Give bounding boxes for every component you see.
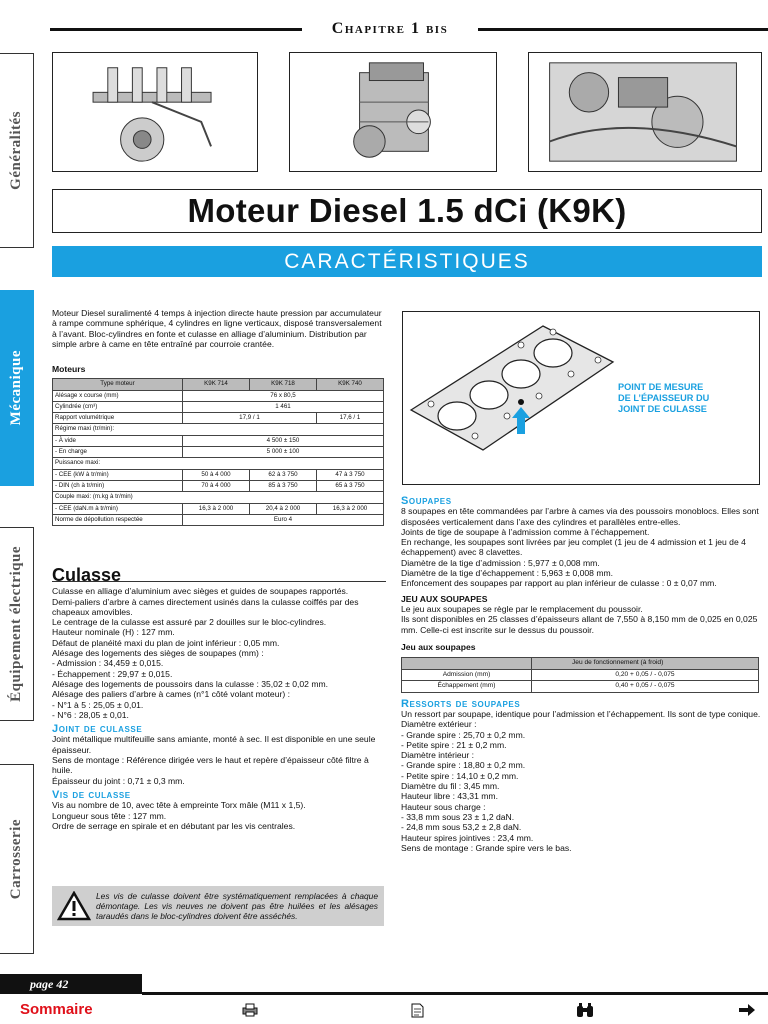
vis-line: Longueur sous tête : 127 mm. — [52, 810, 167, 821]
soupapes-line: Diamètre de la tige d’admission : 5,977 ± 0,008 mm. — [401, 557, 600, 568]
culasse-heading: Culasse — [52, 570, 386, 582]
jeu-heading: JEU AUX SOUPAPES — [401, 593, 488, 604]
culasse-line: Alésage des paliers d’arbre à cames (n°1 côté volant moteur) : — [52, 689, 290, 700]
table-row: Échappement (mm) 0,40 + 0,05 / - 0,075 — [402, 681, 759, 693]
injection-rail-photo — [52, 52, 258, 172]
tab-mecanique[interactable]: Mécanique — [0, 290, 34, 486]
ressorts-line: - Petite spire : 14,10 ± 0,2 mm. — [401, 770, 519, 781]
soupapes-heading: Soupapes — [401, 495, 452, 507]
document-icon[interactable] — [408, 1002, 426, 1018]
jeu-table-title: Jeu aux soupapes — [401, 641, 476, 652]
vis-line: Ordre de serrage en spirale et en débutant par les vis centrales. — [52, 820, 296, 831]
chapter-title: Chapitre 1 bis — [331, 20, 449, 37]
table-row: - En charge 5 000 ± 100 — [53, 447, 384, 458]
header-rule-left — [50, 28, 302, 31]
culasse-line: - Admission : 34,459 ± 0,015. — [52, 658, 164, 669]
header-rule-right — [478, 28, 768, 31]
ressorts-line: - Petite spire : 21 ± 0,2 mm. — [401, 739, 507, 750]
measure-point-label: POINT DE MESURE DE L’ÉPAISSEUR DU JOINT DE CULASSE — [618, 382, 710, 414]
table-row: Admission (mm) 0,20 + 0,05 / - 0,075 — [402, 669, 759, 681]
culasse-line: Alésage des logements de poussoirs dans la culasse : 35,02 ± 0,02 mm. — [52, 678, 329, 689]
table-row: Alésage x course (mm) 76 x 80,5 — [53, 390, 384, 401]
table-row: - À vide 4 500 ± 150 — [53, 435, 384, 446]
table-row: Puissance maxi: — [53, 458, 384, 469]
culasse-line: Hauteur nominale (H) : 127 mm. — [52, 627, 175, 638]
intro-text: Moteur Diesel suralimenté 4 temps à injection directe haute pression par accumulateur à rampe commune sphérique, 4 cylindres en ligne verticaux, disposé transversalement à l’avant. Bloc-cylindres en fonte et culasse en alliage d’aluminium. Distribution par simple arbre à came en tête entraîné par courroie crantée. — [52, 308, 382, 349]
table-row: Type moteur K9K 714 K9K 718 K9K 740 — [53, 379, 384, 390]
table-row: Rapport volumétrique 17,9 / 1 17,6 / 1 — [53, 413, 384, 424]
warning-text: Les vis de culasse doivent être systématiquement remplacées à chaque démontage. Les vis neuves ne doivent pas être huilées et les alésages taraudés dans le bloc-cylindres doivent être asséchés. — [96, 891, 378, 921]
culasse-section — [52, 565, 386, 831]
section-band: CARACTÉRISTIQUES — [52, 246, 762, 277]
jeu-line: Ils sont disponibles en 25 classes d’épaisseurs allant de 7,550 à 8,150 mm de 0,025 en 0,025 mm. Celle-ci est inscrite sur le dessus du poussoir. — [401, 614, 758, 635]
moteurs-heading: Moteurs — [52, 364, 86, 374]
sommaire-link[interactable]: Sommaire — [20, 1001, 93, 1018]
ressorts-heading: Ressorts de soupapes — [401, 697, 521, 710]
jeu-table — [401, 657, 759, 693]
ressorts-line: - 24,8 mm sous 53,2 ± 2,8 daN. — [401, 822, 522, 833]
joint-line: Joint métallique multifeuille sans amiante, monté à sec. Il est disponible en une seule épaisseur. — [52, 734, 376, 755]
ressorts-line: Diamètre extérieur : — [401, 719, 477, 730]
culasse-line: - Échappement : 29,97 ± 0,015. — [52, 668, 173, 679]
page-title: Moteur Diesel 1.5 dCi (K9K) — [187, 192, 627, 229]
culasse-line: Culasse en alliage d’aluminium avec sièges et guides de soupapes rapportés. — [52, 586, 349, 597]
warning-box — [52, 886, 384, 926]
moteurs-section — [52, 364, 388, 526]
soupapes-line: Enfoncement des soupapes par rapport au plan inférieur de culasse : 0 ± 0,07 mm. — [401, 578, 717, 589]
culasse-line: - N°1 à 5 : 25,05 ± 0,01. — [52, 699, 144, 710]
gasket-figure — [402, 311, 760, 485]
binoculars-icon[interactable] — [574, 1002, 596, 1018]
table-row: Cylindrée (cm³) 1 461 — [53, 401, 384, 412]
table-row: - DIN (ch à tr/min) 70 à 4 000 85 à 3 750 65 à 3 750 — [53, 480, 384, 491]
next-arrow-icon[interactable] — [736, 1002, 758, 1018]
ressorts-line: Hauteur spires jointives : 23,4 mm. — [401, 832, 534, 843]
ressorts-line: Diamètre du fil : 3,45 mm. — [401, 781, 500, 792]
print-icon[interactable] — [240, 1002, 260, 1018]
soupapes-line: 8 soupapes en tête commandées par l’arbre à cames via des poussoirs monoblocs. Elles sont disposées verticalement dans l’axe des cylindres et parallèles entre-elles. — [401, 506, 759, 527]
culasse-line: Alésage des logements des sièges de soupapes (mm) : — [52, 648, 264, 659]
ressorts-line: - Grande spire : 18,80 ± 0,2 mm. — [401, 760, 526, 771]
tab-carrosserie[interactable]: Carrosserie — [0, 764, 34, 954]
ressorts-line: - 33,8 mm sous 23 ± 1,2 daN. — [401, 811, 515, 822]
table-row: Régime maxi (tr/min): — [53, 424, 384, 435]
table-row: Couple maxi: (m.kg à tr/min) — [53, 492, 384, 503]
culasse-line: Le centrage de la culasse est assuré par 2 douilles sur le bloc-cylindres. — [52, 617, 327, 628]
joint-heading: Joint de culasse — [52, 723, 143, 736]
soupapes-line: Joints de tige de soupape à l’admission comme à l’échappement. — [401, 526, 650, 537]
culasse-line: Demi-paliers d’arbre à cames directement usinés dans la culasse coiffés par des chapeaux amovibles. — [52, 596, 359, 617]
engine-block-photo — [289, 52, 497, 172]
ressorts-line: Hauteur libre : 43,31 mm. — [401, 791, 498, 802]
joint-line: Sens de montage : Référence dirigée vers le haut et repère d’épaisseur côté filtre à huile. — [52, 755, 369, 776]
engine-bay-photo — [528, 52, 762, 172]
table-row: - CEE (daN.m à tr/min) 16,3 à 2 000 20,4 à 2 000 16,3 à 2 000 — [53, 503, 384, 514]
tab-equipement-electrique[interactable]: Équipement électrique — [0, 527, 34, 721]
jeu-line: Le jeu aux soupapes se règle par le remplacement du poussoir. — [401, 603, 643, 614]
table-row: Norme de dépollution respectée Euro 4 — [53, 514, 384, 525]
tab-generalites[interactable]: Généralités — [0, 53, 34, 248]
page-number: page 42 — [0, 974, 142, 994]
soupapes-section — [401, 496, 761, 853]
vis-line: Vis au nombre de 10, avec tête à empreinte Torx mâle (M11 x 1,5). — [52, 800, 306, 811]
vis-heading: Vis de culasse — [52, 788, 131, 801]
joint-line: Épaisseur du joint : 0,71 ± 0,3 mm. — [52, 775, 185, 786]
culasse-line: - N°6 : 28,05 ± 0,01. — [52, 709, 129, 720]
ressorts-line: Hauteur sous charge : — [401, 801, 486, 812]
ressorts-line: Un ressort par soupape, identique pour l’admission et l’échappement. Ils sont de type conique. — [401, 708, 761, 719]
table-row: - CEE (kW à tr/min) 50 à 4 000 62 à 3 750 47 à 3 750 — [53, 469, 384, 480]
soupapes-line: Diamètre de la tige d’échappement : 5,963 ± 0,008 mm. — [401, 568, 614, 579]
moteurs-table — [52, 378, 384, 526]
ressorts-line: - Grande spire : 25,70 ± 0,2 mm. — [401, 729, 526, 740]
ressorts-line: Diamètre intérieur : — [401, 750, 475, 761]
ressorts-line: Sens de montage : Grande spire vers le bas. — [401, 842, 572, 853]
soupapes-line: En rechange, les soupapes sont livrées par jeu complet (1 jeu de 4 admission et 1 jeu de 4 échappement) avec 8 clavettes. — [401, 537, 746, 558]
footer-rule — [142, 992, 768, 995]
culasse-line: Défaut de planéité maxi du plan de joint inférieur : 0,05 mm. — [52, 637, 280, 648]
title-box — [52, 189, 762, 233]
warning-icon — [52, 891, 96, 921]
table-row: Jeu de fonctionnement (à froid) — [402, 658, 759, 670]
